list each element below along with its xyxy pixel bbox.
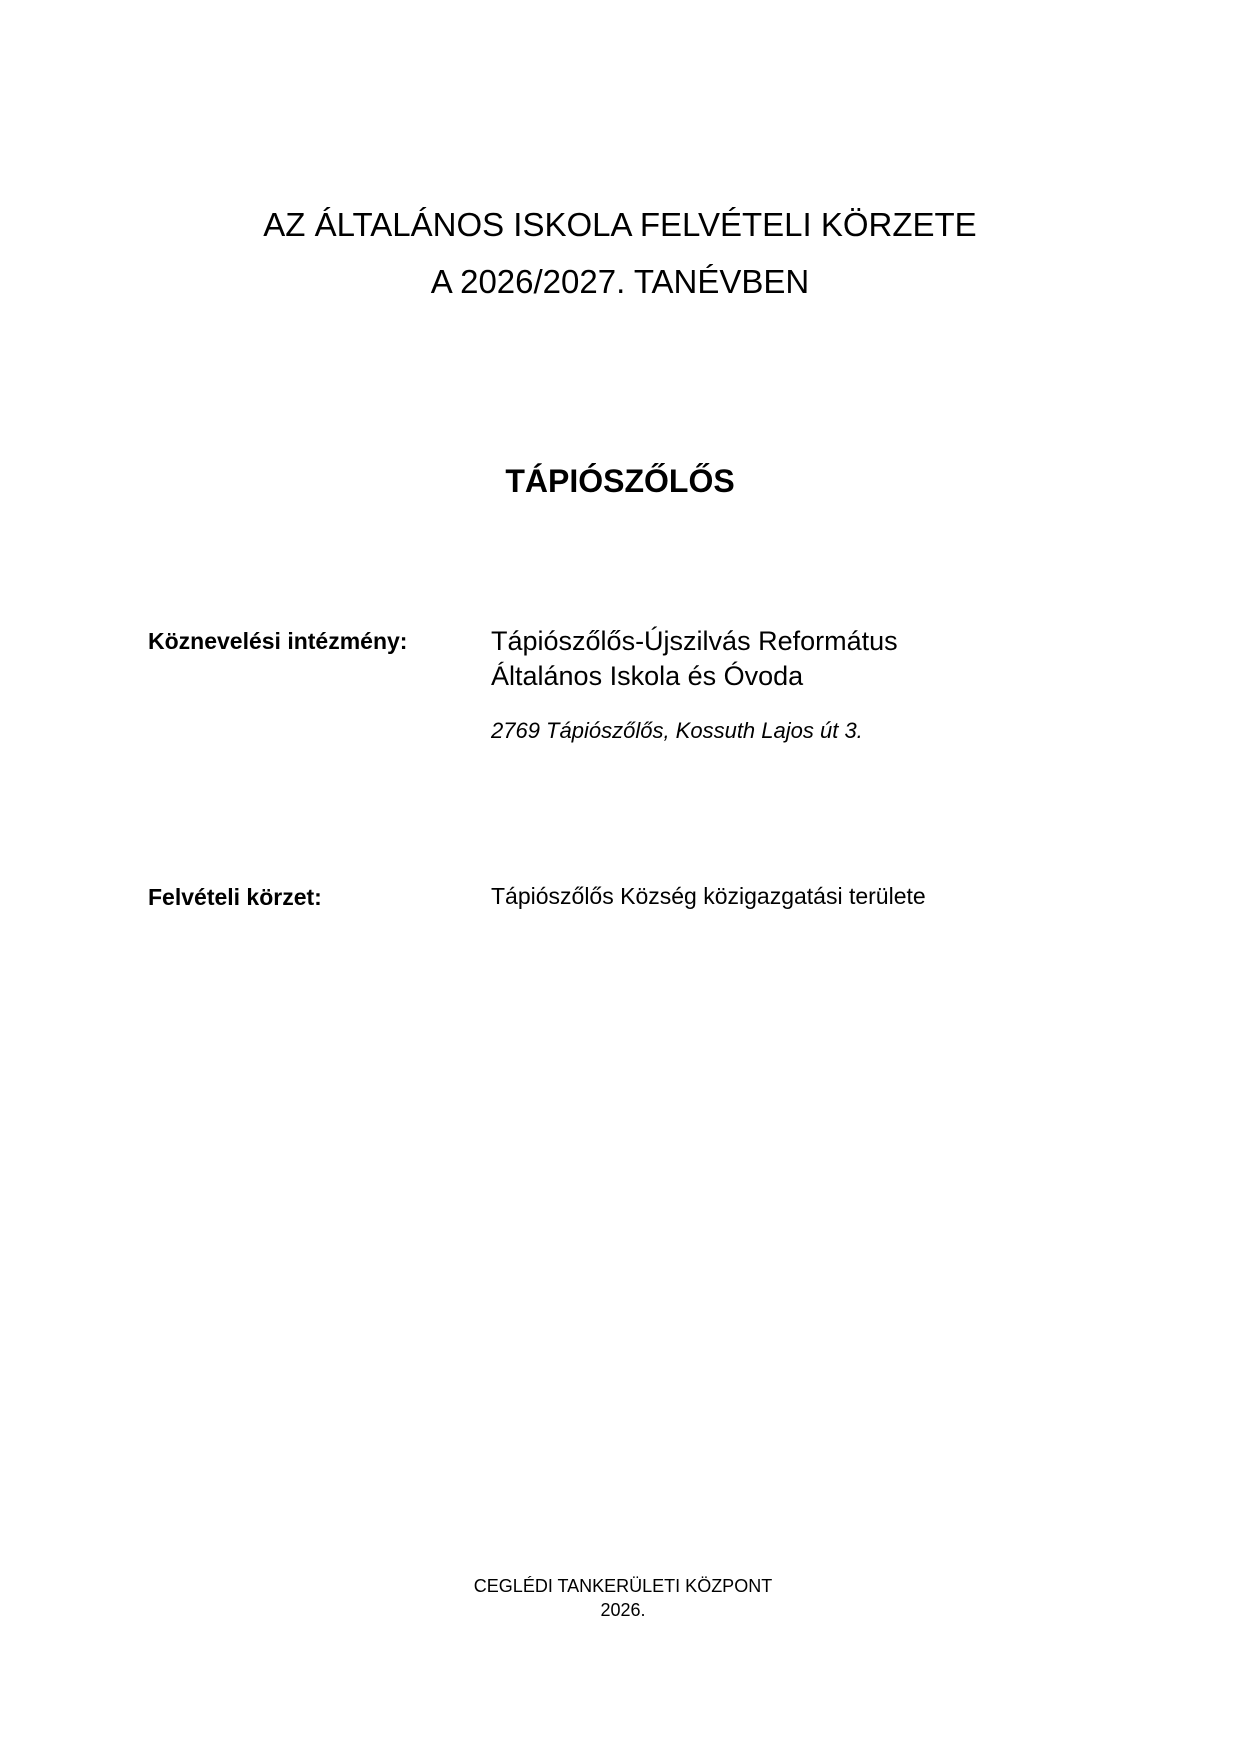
- footer: [0, 1574, 1240, 1622]
- town-heading: TÁPIÓSZŐLŐS: [505, 463, 735, 499]
- footer-organization: CEGLÉDI TANKERÜLETI KÖZPONT: [473, 1576, 773, 1596]
- footer-year: 2026.: [600, 1600, 646, 1620]
- institution-name: [491, 624, 898, 694]
- institution-name-line-2: Általános Iskola és Óvoda: [491, 661, 804, 691]
- document-title-line-1: AZ ÁLTALÁNOS ISKOLA FELVÉTELI KÖRZETE: [263, 206, 977, 243]
- institution-label: Köznevelési intézmény:: [148, 628, 408, 654]
- institution-name-line-1: Tápiószőlős-Újszilvás Református: [491, 626, 898, 656]
- document-title-line-2: A 2026/2027. TANÉVBEN: [430, 263, 810, 300]
- district-value: Tápiószőlős Község közigazgatási területe: [491, 883, 926, 909]
- district-label: Felvételi körzet:: [148, 884, 322, 910]
- institution-address: 2769 Tápiószőlős, Kossuth Lajos út 3.: [491, 718, 863, 743]
